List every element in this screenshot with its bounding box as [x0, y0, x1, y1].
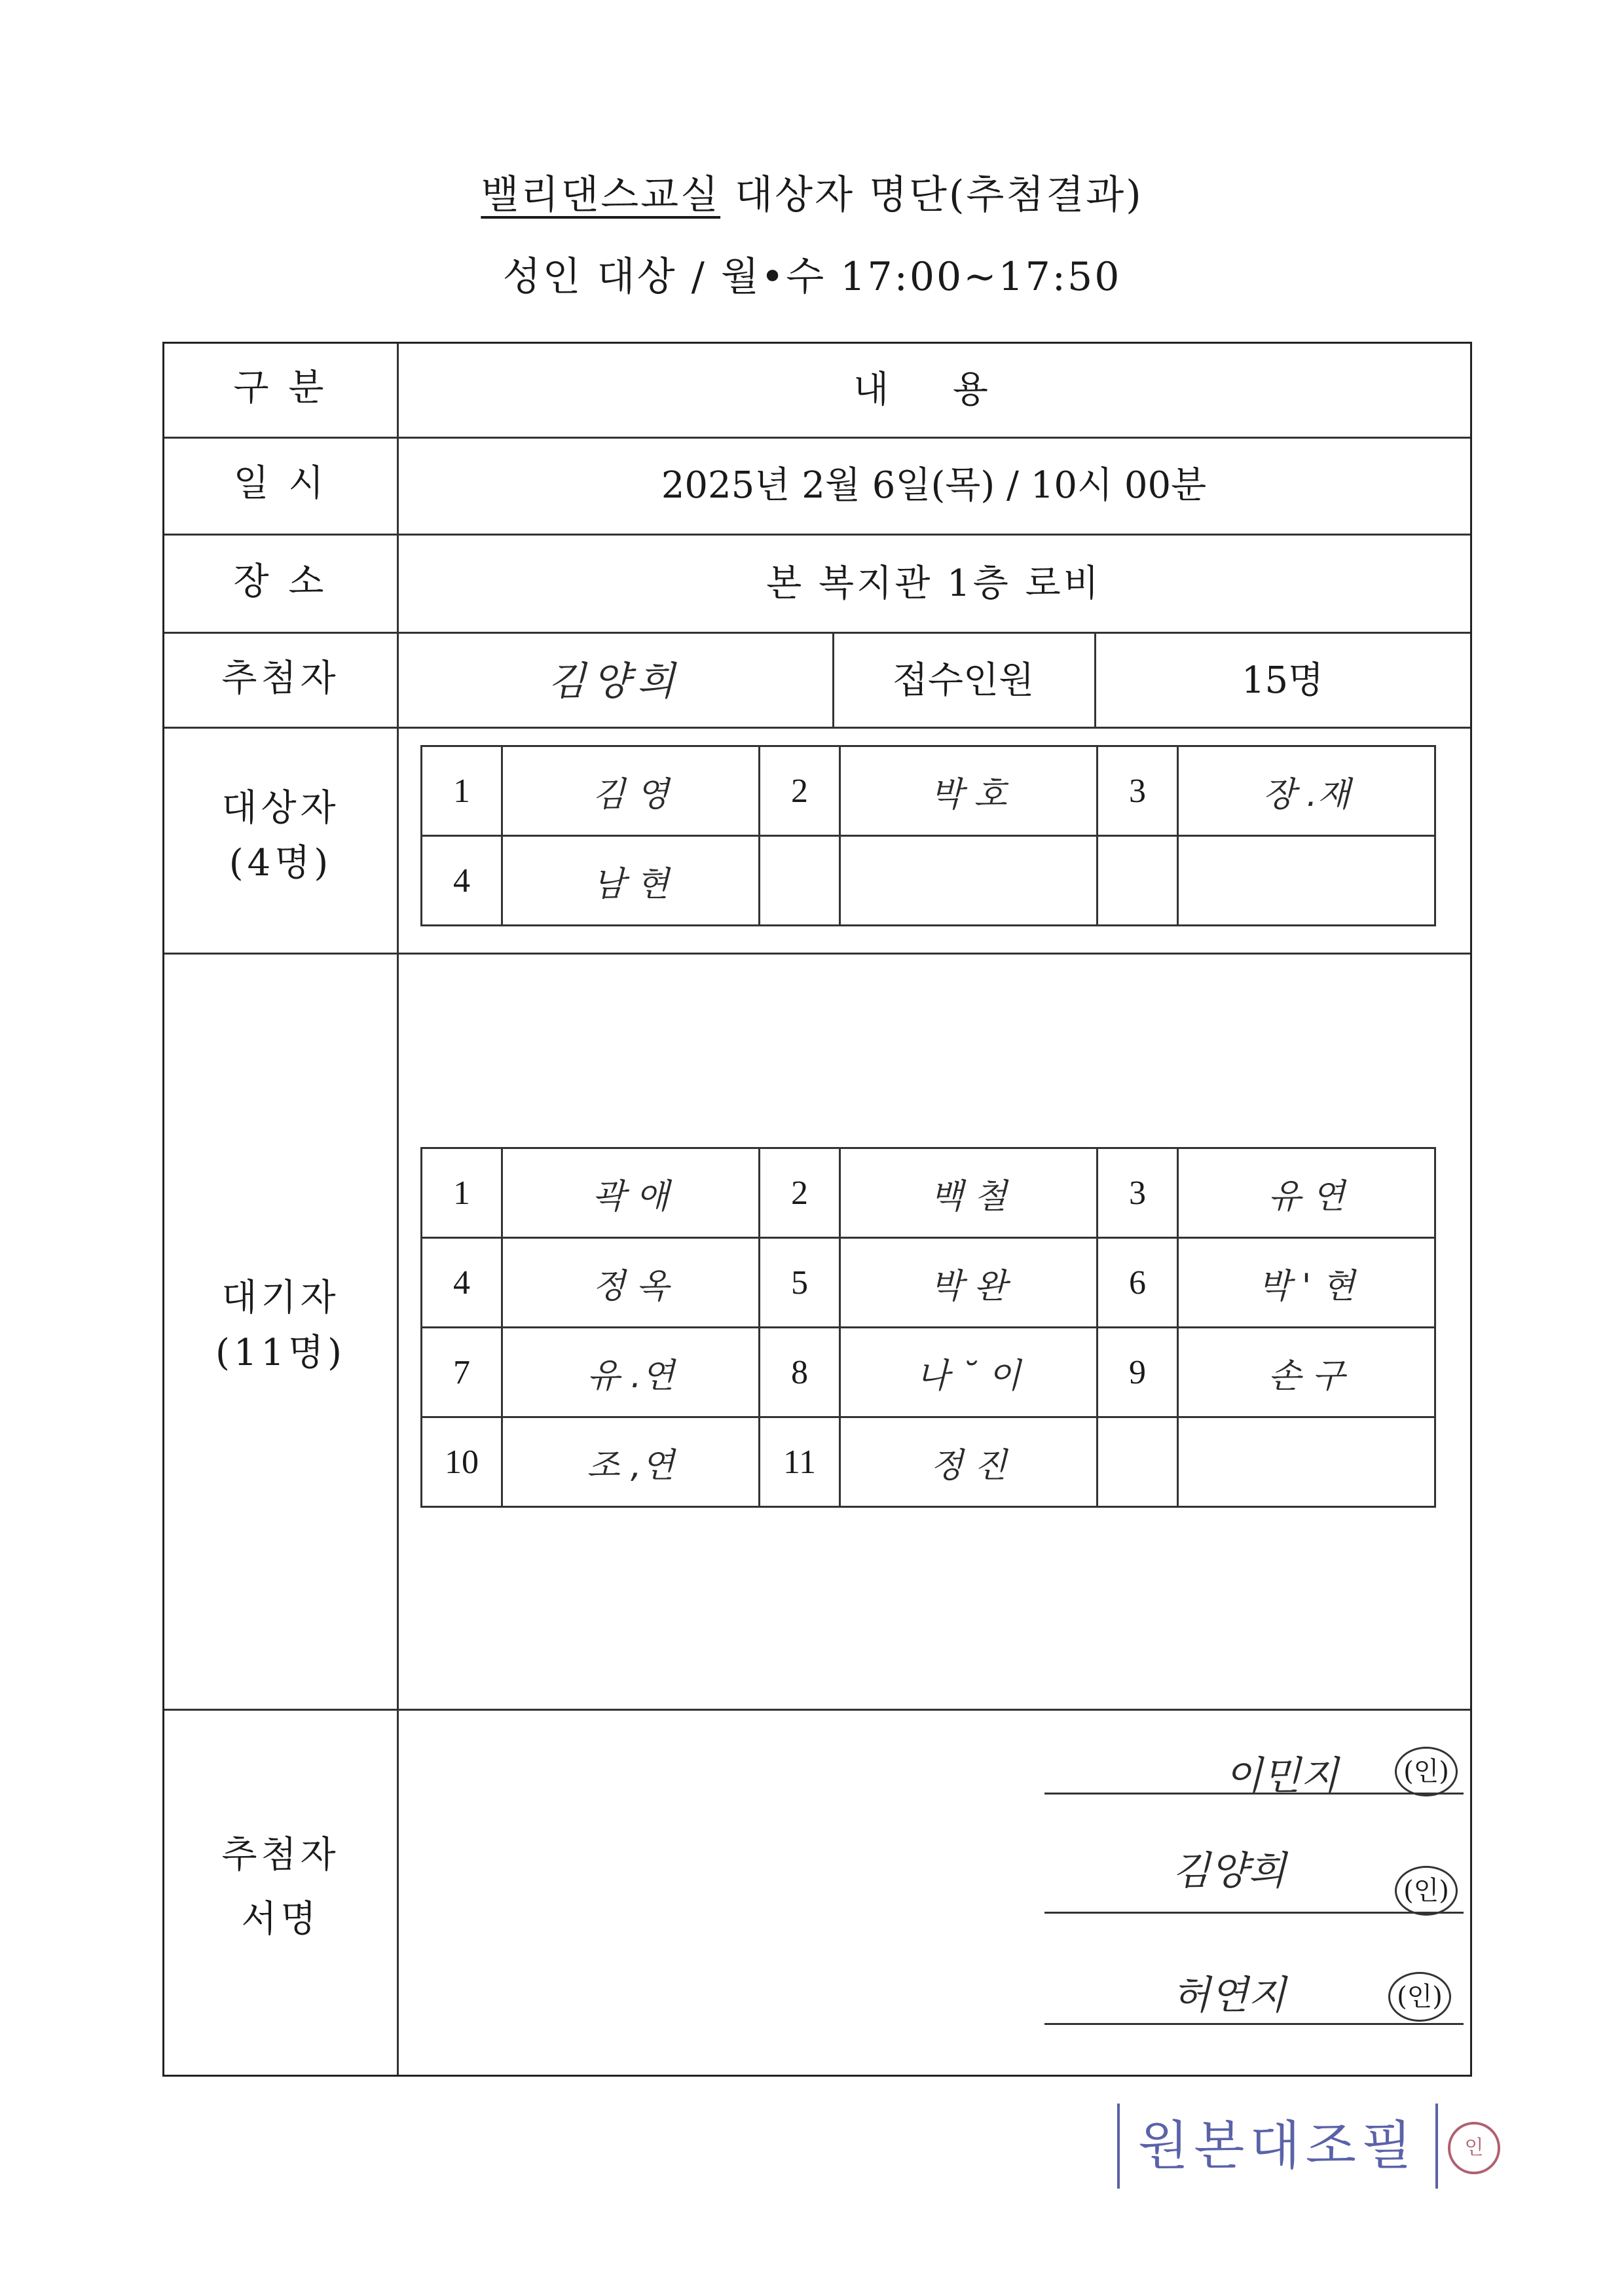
count-value: 15명	[1241, 659, 1324, 702]
entry-name: 곽 애	[502, 1148, 760, 1238]
entry-name: 남 현	[502, 836, 760, 926]
table-row	[422, 1328, 1435, 1417]
table-row	[422, 1417, 1435, 1507]
empty-cell	[1178, 836, 1435, 926]
empty-cell	[1098, 836, 1178, 926]
entry-name: 정 진	[840, 1417, 1098, 1507]
signer-name: 김양희	[1172, 1848, 1286, 1894]
date-value: 2025년 2월 6일(목) / 10시 00분	[661, 464, 1207, 507]
row-divider	[164, 727, 1470, 729]
title-program-name: 밸리댄스교실	[481, 172, 721, 218]
entry-name: 정 옥	[502, 1238, 760, 1328]
signer-seal: (인)	[1388, 1972, 1451, 2022]
entry-name: 유 연	[1178, 1148, 1435, 1238]
entry-number: 6	[1098, 1238, 1178, 1328]
waitlist-grid	[420, 1147, 1436, 1508]
selected-label	[164, 781, 397, 891]
certified-copy-stamp	[1117, 2104, 1497, 2189]
signer-seal: (인)	[1395, 1866, 1458, 1916]
entry-number: 10	[422, 1417, 502, 1507]
entry-number: 1	[422, 1148, 502, 1238]
document-subtitle: 성인 대상 / 월•수 17:00~17:50	[502, 254, 1122, 300]
entry-number: 5	[760, 1238, 840, 1328]
entry-number: 11	[760, 1417, 840, 1507]
entry-number: 7	[422, 1328, 502, 1417]
signature-line	[1044, 1912, 1464, 1914]
entry-name: 나 ˘ 이	[840, 1328, 1098, 1417]
entry-number: 4	[422, 836, 502, 926]
empty-cell	[840, 836, 1098, 926]
entry-name: 박 ' 현	[1178, 1238, 1435, 1328]
entry-number: 1	[422, 746, 502, 836]
selected-label-text: 대상자	[221, 787, 340, 829]
waitlist-count: (11명)	[215, 1332, 346, 1374]
signature-line	[1044, 1793, 1464, 1795]
entry-number: 3	[1098, 746, 1178, 836]
signer-seal: (인)	[1395, 1747, 1458, 1796]
signature-line	[1044, 2023, 1464, 2025]
entry-name: 조 ,연	[502, 1417, 760, 1507]
entry-name: 김 영	[502, 746, 760, 836]
entry-number: 8	[760, 1328, 840, 1417]
table-row	[422, 746, 1435, 836]
stamp-text: 원본대조필	[1117, 2104, 1438, 2189]
row-divider	[164, 534, 1470, 536]
entry-number: 2	[760, 746, 840, 836]
waitlist-label	[164, 1271, 397, 1381]
date-label: 일 시	[233, 462, 328, 505]
empty-cell	[760, 836, 840, 926]
row-divider	[164, 632, 1470, 634]
empty-cell	[1178, 1417, 1435, 1507]
stamp-seal: 인	[1448, 2122, 1500, 2174]
title-rest: 대상자 명단(추첨결과)	[720, 172, 1143, 218]
signature-label-line1: 추첨자	[221, 1834, 340, 1876]
entry-name: 백 철	[840, 1148, 1098, 1238]
table-row	[422, 1238, 1435, 1328]
row-divider	[164, 953, 1470, 955]
selected-grid	[420, 745, 1436, 926]
table-row	[422, 836, 1435, 926]
entry-number: 4	[422, 1238, 502, 1328]
row-divider	[164, 437, 1470, 439]
signer-name: 허연지	[1172, 1973, 1286, 2018]
signature-label	[164, 1823, 397, 1952]
header-label: 구 분	[233, 367, 328, 409]
count-label: 접수인원	[892, 659, 1035, 702]
entry-name: 장 .재	[1178, 746, 1435, 836]
entry-name: 박 호	[840, 746, 1098, 836]
place-label: 장 소	[233, 560, 328, 603]
entry-name: 박 완	[840, 1238, 1098, 1328]
signature-label-line2: 서명	[241, 1898, 320, 1941]
drawer-label: 추첨자	[221, 657, 340, 700]
row-divider	[164, 1709, 1470, 1711]
table-row	[422, 1148, 1435, 1238]
entry-number: 2	[760, 1148, 840, 1238]
signer-name: 이민지	[1225, 1753, 1338, 1799]
entry-name: 손 구	[1178, 1328, 1435, 1417]
document-title	[0, 164, 1624, 220]
place-value: 본 복지관 1층 로비	[766, 562, 1101, 605]
entry-number: 9	[1098, 1328, 1178, 1417]
drawer-name: 김양희	[547, 659, 682, 704]
empty-cell	[1098, 1417, 1178, 1507]
waitlist-label-text: 대기자	[221, 1277, 340, 1319]
header-content: 내 용	[853, 369, 1014, 411]
entry-number: 3	[1098, 1148, 1178, 1238]
entry-name: 유 .연	[502, 1328, 760, 1417]
selected-count: (4명)	[229, 842, 333, 884]
